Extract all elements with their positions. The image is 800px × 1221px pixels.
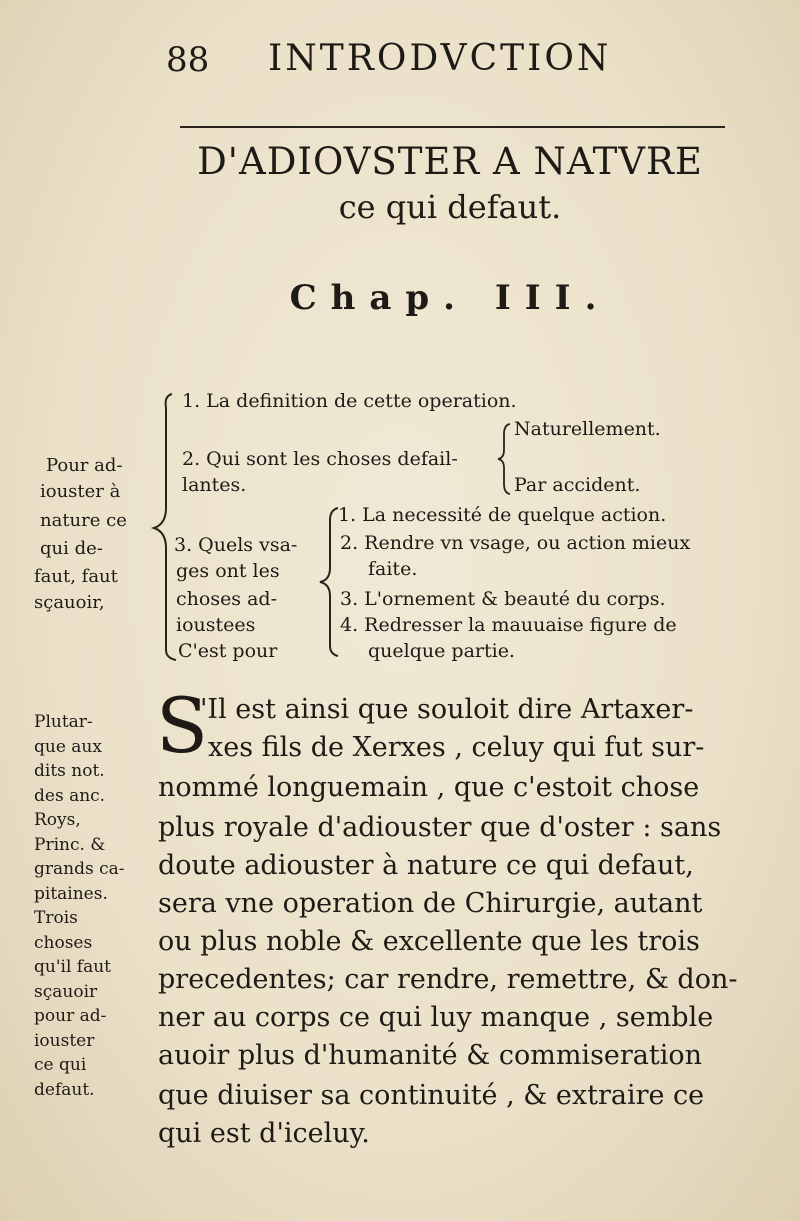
body-line: nommé longuemain , que c'estoit chose — [158, 772, 700, 803]
body-line: 'Il est ainsi que souloit dire Artaxer- — [200, 694, 694, 725]
natural-label: Naturellement. — [514, 418, 661, 440]
margin-note-line: des anc. — [34, 785, 106, 806]
margin-note — [34, 710, 125, 1102]
margin-note-line: defaut. — [34, 1079, 95, 1100]
side-note-line: nature ce — [40, 510, 127, 531]
chapter-heading: Chap. III. — [289, 278, 611, 318]
purpose-line: quelque partie. — [368, 640, 515, 662]
synopsis-item-3-line: C'est pour — [178, 640, 278, 662]
accident-label: Par accident. — [514, 474, 641, 496]
margin-note-line: Princ. & — [34, 834, 106, 855]
page-number: 88 — [166, 40, 210, 80]
purpose-line: 4. Redresser la mauuaise figure de — [340, 614, 677, 636]
item-3-brace — [316, 502, 346, 662]
synopsis-item-1: 1. La definition de cette operation. — [182, 390, 517, 412]
body-line: sera vne operation de Chirurgie, autant — [158, 888, 703, 919]
side-note-line: iouster à — [40, 481, 121, 502]
synopsis-item-3-line: ioustees — [176, 614, 256, 636]
purpose-line: 1. La necessité de quelque action. — [338, 504, 667, 526]
margin-note-line: sçauoir — [34, 981, 98, 1002]
section-title: D'ADIOVSTER A NATVRE — [197, 140, 703, 183]
body-line: plus royale d'adiouster que d'oster : sans — [158, 812, 722, 843]
body-line: doute adiouster à nature ce qui defaut, — [158, 850, 694, 881]
purpose-line: 3. L'ornement & beauté du corps. — [340, 588, 666, 610]
body-line: xes fils de Xerxes , celuy qui fut sur- — [208, 732, 705, 763]
purpose-line: 2. Rendre vn vsage, ou action mieux — [340, 532, 691, 554]
section-subtitle: ce qui defaut. — [338, 188, 562, 226]
synopsis-item-3-line: 3. Quels vsa- — [174, 534, 298, 556]
purpose-line: faite. — [368, 558, 418, 580]
margin-note-line: dits not. — [34, 761, 105, 781]
body-line: ou plus noble & excellente que les trois — [158, 926, 700, 957]
margin-note-line: Roys, — [34, 810, 81, 830]
header-rule — [180, 126, 725, 128]
body-line: que diuiser sa continuité , & extraire ce — [158, 1080, 705, 1111]
drop-cap: S — [156, 681, 209, 770]
margin-note-line: iouster — [34, 1030, 95, 1051]
synopsis-item-3-line: ges ont les — [176, 560, 280, 582]
side-note-line: sçauoir, — [34, 592, 105, 613]
body-line: precedentes; car rendre, remettre, & don- — [158, 964, 738, 995]
running-title: INTRODVCTION — [268, 38, 612, 79]
body-line: ner au corps ce qui luy manque , semble — [158, 1002, 714, 1033]
side-note-line: faut, faut — [34, 566, 118, 587]
margin-note-line: grands ca- — [34, 859, 125, 879]
margin-note-line: Trois — [34, 908, 78, 928]
margin-note-line: pour ad- — [34, 1006, 107, 1026]
margin-note-line: ce qui — [34, 1055, 87, 1075]
side-note-line: qui de- — [40, 538, 103, 559]
synopsis-item-2-line: lantes. — [182, 474, 247, 496]
margin-note-line: qu'il faut — [34, 957, 111, 977]
body-line: qui est d'iceluy. — [158, 1118, 370, 1149]
margin-note-line: choses — [34, 932, 93, 953]
margin-note-line: Plutar- — [34, 712, 93, 732]
margin-note-line: pitaines. — [34, 883, 108, 904]
synopsis-item-3-line: choses ad- — [176, 588, 278, 610]
body-line: auoir plus d'humanité & commiseration — [158, 1040, 703, 1071]
item-2-brace — [496, 420, 516, 498]
side-note-line: Pour ad- — [46, 455, 123, 476]
synopsis-item-2-line: 2. Qui sont les choses defail- — [182, 448, 458, 470]
margin-note-line: que aux — [34, 736, 102, 757]
